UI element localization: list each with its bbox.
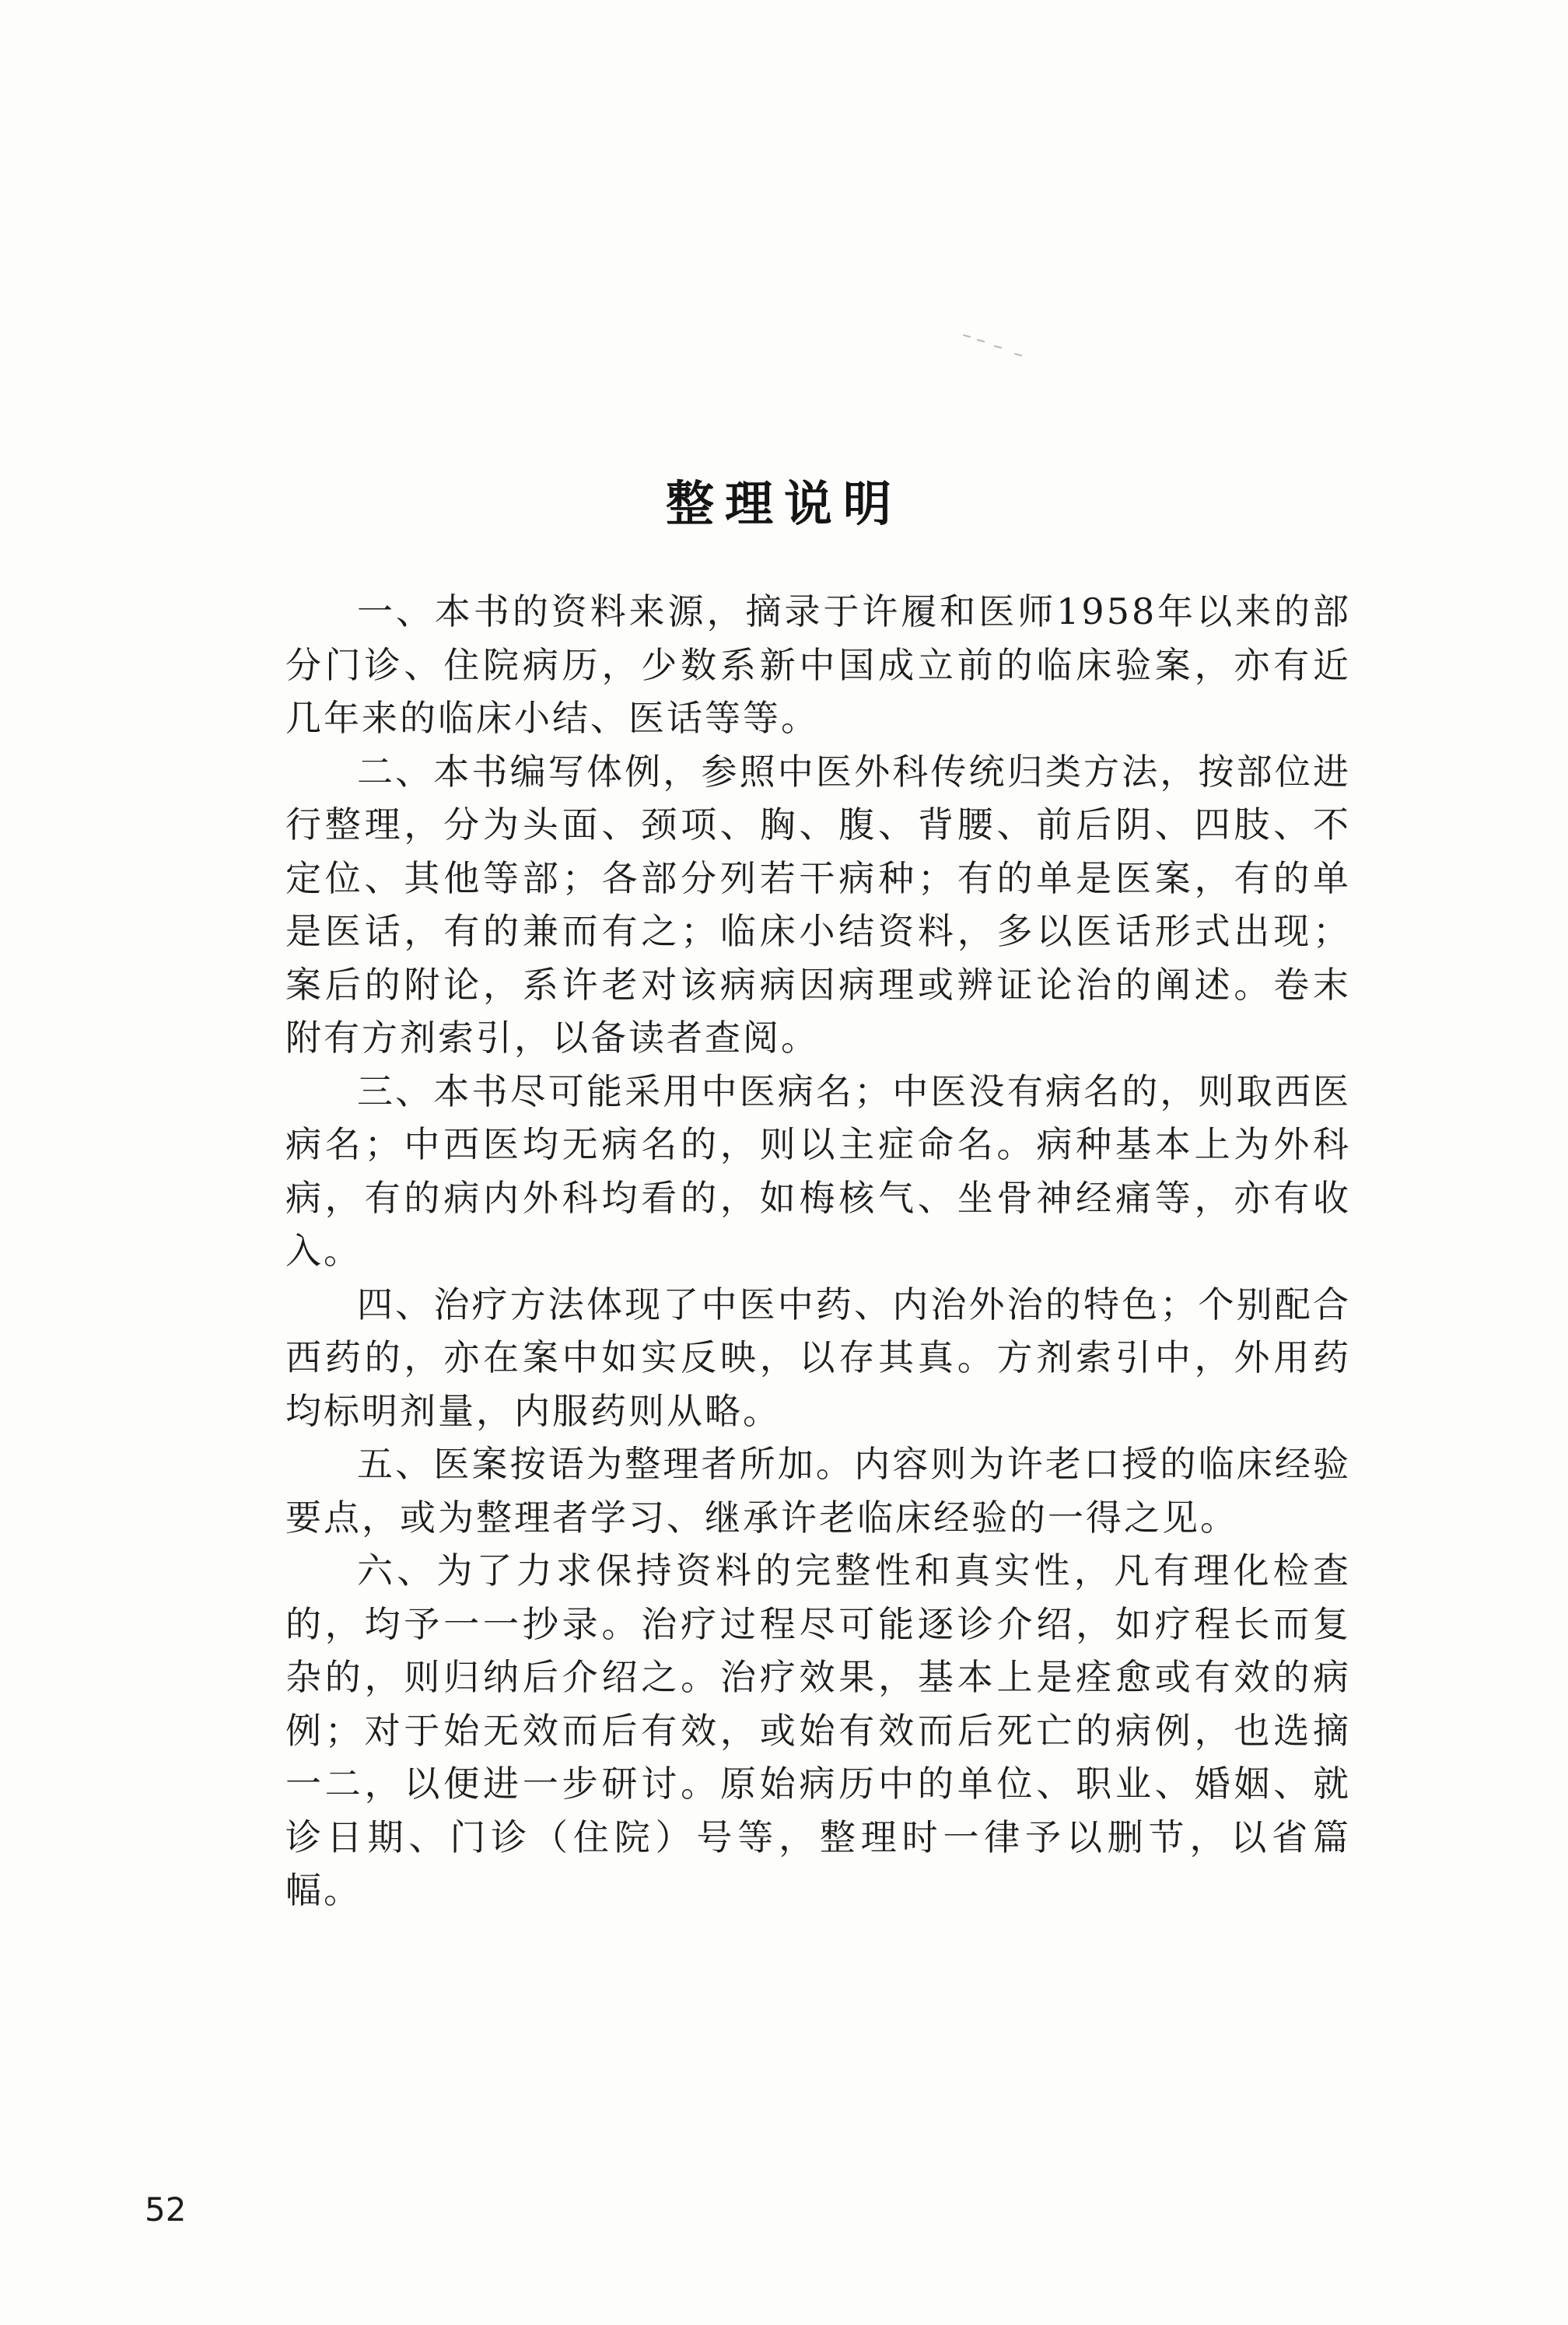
paragraph-5: 五、医案按语为整理者所加。内容则为许老口授的临床经验要点，或为整理者学习、继承许老临床经验的一得之见。 xyxy=(285,1443,1351,1539)
paragraph-2: 二、本书编写体例，参照中医外科传统归类方法，按部位进行整理，分为头面、颈项、胸、腹、背腰、前后阴、四肢、不定位、其他等部；各部分列若干病种；有的单是医案，有的单是医话，有的兼而有之；临床小结资料，多以医话形式出现；案后的附论，系许老对该病病因病理或辨证论治的阐述。卷末附有方剂索引，以备读者查阅。 xyxy=(285,750,1351,1059)
page-title: 整理说明 xyxy=(665,475,902,532)
page-number: 52 xyxy=(145,2190,187,2229)
paragraph-4: 四、治疗方法体现了中医中药、内治外治的特色；个别配合西药的，亦在案中如实反映，以存其真。方剂索引中，外用药均标明剂量，内服药则从略。 xyxy=(285,1283,1351,1432)
scan-specks xyxy=(963,331,1033,362)
paragraph-6: 六、为了力求保持资料的完整性和真实性，凡有理化检查的，均予一一抄录。治疗过程尽可能逐诊介绍，如疗程长而复杂的，则归纳后介绍之。治疗效果，基本上是痊愈或有效的病例；对于始无效而后有效，或始有效而后死亡的病例，也选摘一二，以便进一步研讨。原始病历中的单位、职业、婚姻、就诊日期、门诊（住院）号等，整理时一律予以删节，以省篇幅。 xyxy=(285,1549,1351,1911)
paragraph-3: 三、本书尽可能采用中医病名；中医没有病名的，则取西医病名；中西医均无病名的，则以主症命名。病种基本上为外科病，有的病内外科均看的，如梅核气、坐骨神经痛等，亦有收入。 xyxy=(285,1070,1351,1272)
body-text xyxy=(285,585,1351,1917)
paragraph-1: 一、本书的资料来源，摘录于许履和医师1958年以来的部分门诊、住院病历，少数系新中国成立前的临床验案，亦有近几年来的临床小结、医话等等。 xyxy=(285,590,1351,739)
